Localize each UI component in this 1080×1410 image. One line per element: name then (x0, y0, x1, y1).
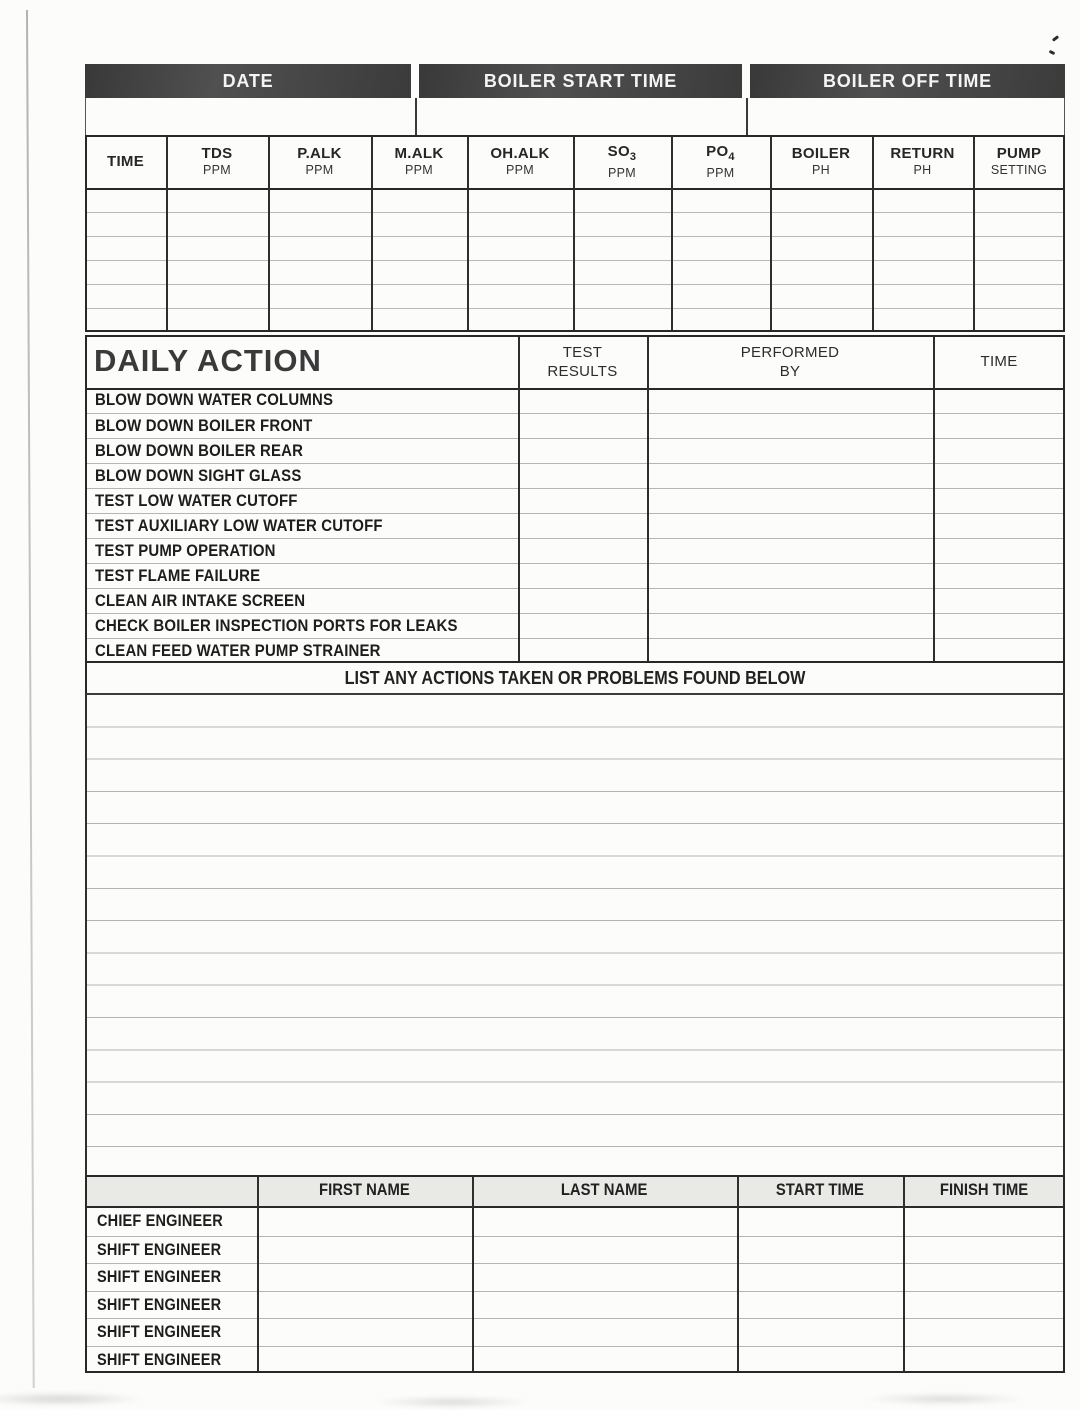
signoff-row (85, 1236, 1065, 1264)
log-empty-row (85, 284, 1065, 308)
col-unit: PPM (506, 163, 534, 177)
signoff-role-label: CHIEF ENGINEER (97, 1212, 223, 1230)
col-unit: PPM (203, 163, 231, 177)
col-line: RESULTS (547, 362, 618, 380)
col-line: TEST (562, 343, 603, 361)
action-label: BLOW DOWN BOILER REAR (95, 441, 304, 460)
log-empty-row (85, 308, 1065, 332)
scan-smudge-artifact (372, 1396, 532, 1408)
notes-heading-row (85, 663, 1065, 695)
boiler-off-time-header (750, 64, 1065, 98)
log-entry-rows (85, 188, 1065, 332)
col-unit: PPM (706, 165, 735, 180)
log-empty-row (85, 188, 1065, 212)
signoff-table (85, 1175, 1065, 1373)
signoff-row (85, 1208, 1065, 1236)
signoff-row (85, 1346, 1065, 1374)
action-row (85, 588, 1065, 613)
action-row (85, 388, 1065, 413)
table-grid-line (671, 135, 673, 332)
signoff-col-first-name (257, 1175, 472, 1206)
scan-smudge-artifact (0, 1392, 145, 1406)
table-grid-line (973, 135, 975, 332)
action-row (85, 413, 1065, 438)
col-name: SO (607, 142, 630, 160)
col-header-time (933, 335, 1065, 388)
col-header-boiler-ph (770, 135, 872, 188)
table-grid-line (166, 135, 168, 332)
table-grid-line (872, 135, 874, 332)
signoff-rows (85, 1208, 1065, 1373)
table-grid-line (903, 1175, 905, 1373)
col-unit: PPM (608, 165, 636, 180)
signoff-role-label: SHIFT ENGINEER (97, 1350, 222, 1369)
signoff-role-label: SHIFT ENGINEER (97, 1295, 222, 1314)
table-grid-line (472, 1175, 474, 1373)
table-grid-line (467, 135, 469, 332)
action-label: CLEAN FEED WATER PUMP STRAINER (95, 641, 381, 660)
action-label: CLEAN AIR INTAKE SCREEN (95, 591, 306, 610)
table-grid-line (371, 135, 373, 332)
table-grid-line (85, 388, 1065, 390)
col-line: BY (779, 362, 801, 380)
table-grid-line (415, 98, 417, 135)
action-row (85, 538, 1065, 563)
col-header-performed-by (647, 335, 933, 388)
notes-heading: LIST ANY ACTIONS TAKEN OR PROBLEMS FOUND BELOW (344, 668, 806, 688)
header-fill-in-row (85, 98, 1065, 135)
action-row (85, 488, 1065, 513)
col-unit: SETTING (990, 163, 1048, 177)
signoff-header-row (85, 1175, 1065, 1208)
boiler-start-time-label: BOILER START TIME (483, 71, 678, 91)
col-header-pump-setting (973, 135, 1065, 188)
col-label: FINISH TIME (939, 1181, 1029, 1199)
notes-ruled-area (85, 695, 1065, 1175)
table-grid-line (737, 1175, 739, 1373)
signoff-row (85, 1318, 1065, 1346)
table-grid-line (647, 335, 649, 663)
signoff-role-label: SHIFT ENGINEER (97, 1240, 222, 1259)
action-row (85, 438, 1065, 463)
log-empty-row (85, 212, 1065, 236)
scan-smudge-artifact (862, 1393, 1027, 1405)
col-line: TIME (980, 353, 1018, 370)
col-unit: PPM (305, 163, 334, 177)
date-header (85, 64, 411, 98)
log-empty-row (85, 260, 1065, 284)
col-header-tds (166, 135, 268, 188)
col-name: RETURN (890, 145, 955, 162)
col-header-so3 (573, 135, 671, 188)
col-name: OH.ALK (490, 145, 550, 162)
action-row (85, 463, 1065, 488)
col-header-oh-alk (467, 135, 573, 188)
water-test-log-table (85, 135, 1065, 332)
col-name: P.ALK (297, 145, 342, 162)
action-label: TEST LOW WATER CUTOFF (95, 491, 298, 510)
action-label: BLOW DOWN WATER COLUMNS (95, 390, 334, 409)
col-name: M.ALK (394, 145, 444, 162)
signoff-role-label: SHIFT ENGINEER (97, 1268, 222, 1286)
col-header-return-ph (872, 135, 973, 188)
signoff-row (85, 1263, 1065, 1291)
table-grid-line (573, 135, 575, 332)
daily-action-rows (85, 388, 1065, 663)
col-unit: PH (812, 163, 830, 177)
daily-action-header-row (85, 335, 1065, 388)
col-subscript: 4 (728, 150, 735, 163)
col-name: TIME (106, 152, 145, 170)
action-row (85, 513, 1065, 538)
scan-corner-artifact (1049, 50, 1056, 55)
col-header-m-alk (371, 135, 467, 188)
table-grid-line (933, 335, 935, 663)
boiler-log-form (85, 64, 1065, 1373)
action-label: BLOW DOWN SIGHT GLASS (95, 466, 302, 485)
signoff-row (85, 1291, 1065, 1319)
signoff-col-last-name (472, 1175, 737, 1206)
table-grid-line (770, 135, 772, 332)
scan-corner-artifact (1052, 35, 1059, 42)
table-grid-line (746, 98, 748, 135)
col-label: FIRST NAME (319, 1181, 410, 1199)
action-label: TEST PUMP OPERATION (95, 541, 276, 560)
action-label: TEST AUXILIARY LOW WATER CUTOFF (95, 516, 383, 535)
daily-action-title: DAILY ACTION (94, 343, 322, 378)
col-header-po4 (671, 135, 770, 188)
form-header-bar (85, 64, 1065, 98)
log-empty-row (85, 236, 1065, 260)
boiler-start-time-header (419, 64, 742, 98)
action-row (85, 638, 1065, 663)
action-label: BLOW DOWN BOILER FRONT (95, 416, 313, 435)
col-header-time (85, 135, 166, 188)
action-row (85, 563, 1065, 588)
col-header-test-results (518, 335, 647, 388)
table-grid-line (257, 1175, 259, 1373)
signoff-col-finish-time (903, 1175, 1065, 1206)
col-header-p-alk (268, 135, 371, 188)
col-subscript: 3 (629, 150, 637, 163)
col-name: TDS (201, 145, 233, 162)
col-unit: PPM (405, 163, 433, 177)
action-label: CHECK BOILER INSPECTION PORTS FOR LEAKS (95, 616, 458, 635)
table-grid-line (85, 188, 1065, 190)
daily-action-table (85, 335, 1065, 663)
col-unit: PH (913, 163, 932, 177)
col-label: LAST NAME (561, 1181, 648, 1199)
table-grid-line (518, 335, 520, 663)
col-name: BOILER (791, 145, 851, 162)
log-table-header-row (85, 135, 1065, 188)
table-grid-line (268, 135, 270, 332)
action-label: TEST FLAME FAILURE (95, 566, 261, 585)
signoff-role-label: SHIFT ENGINEER (97, 1323, 222, 1341)
boiler-off-time-label: BOILER OFF TIME (823, 71, 992, 91)
signoff-col-start-time (737, 1175, 903, 1206)
date-header-label: DATE (222, 71, 274, 91)
col-line: PERFORMED (740, 343, 840, 361)
col-name: PUMP (996, 145, 1042, 162)
action-row (85, 613, 1065, 638)
col-name: PO (706, 142, 729, 160)
scan-edge-artifact (26, 10, 34, 1388)
col-label: START TIME (775, 1181, 865, 1199)
signoff-corner-cell (85, 1175, 257, 1206)
